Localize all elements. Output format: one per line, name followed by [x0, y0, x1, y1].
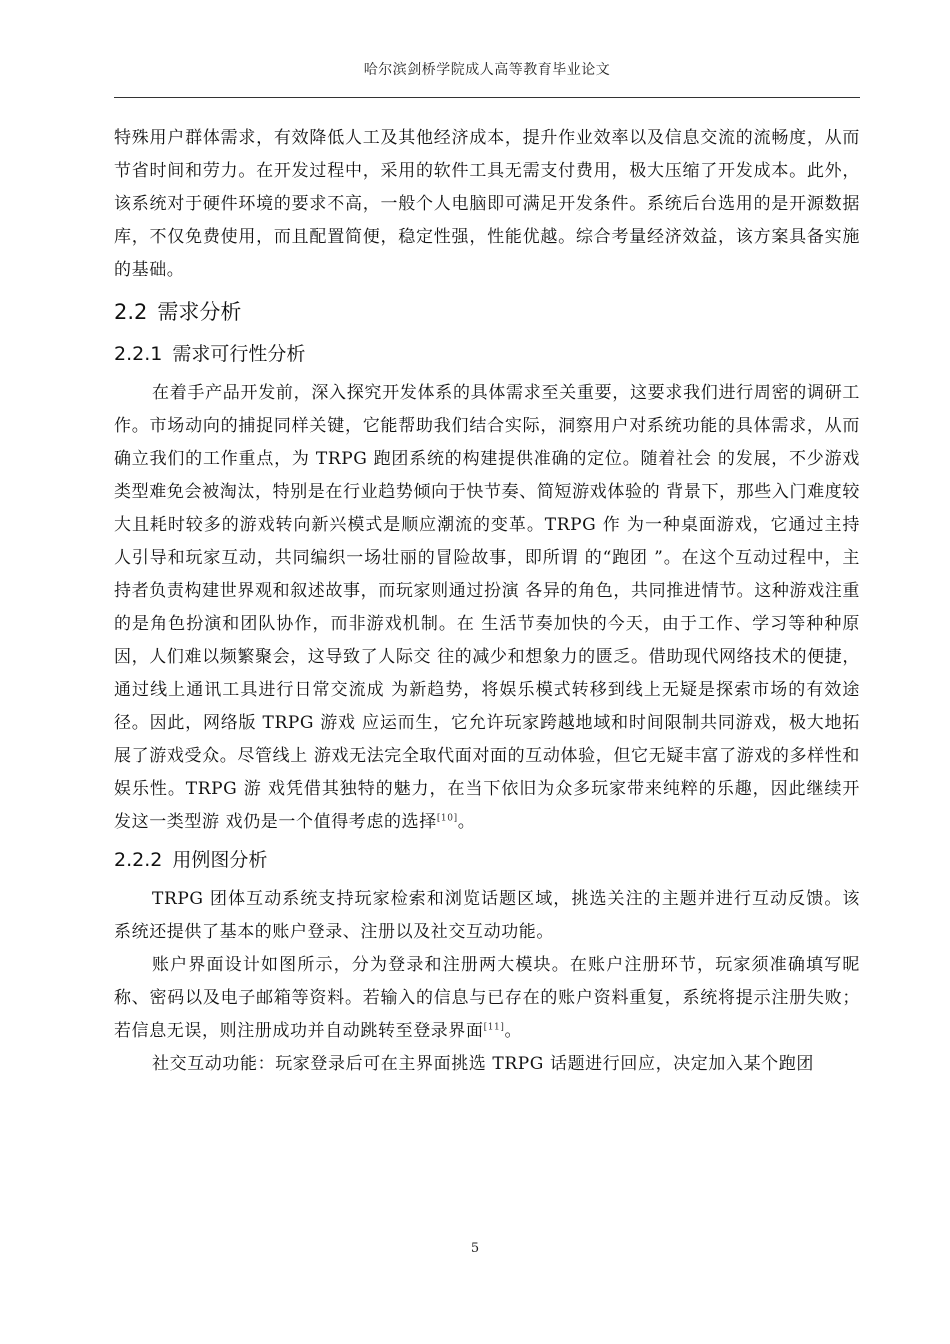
usecase-paragraph-2 — [114, 949, 860, 1048]
section-heading-2-2 — [114, 295, 860, 329]
feasibility-text: 在着手产品开发前，深入探究开发体系的具体需求至关重要，这要求我们进行周密的调研工作。市场动向的捕捉同样关键，它能帮助我们结合实际，洞察用户对系统功能的具体需求，从而确立我们的工作重点，为 TRPG 跑团系统的构建提供准确的定位。随着社会 的发展，不少游戏类型难免会被淘汰，特别是在行业趋势倾向于快节奏、简短游戏体验的 背景下，那些入门难度较大且耗时较多的游戏转向新兴模式是顺应潮流的变革。TRPG 作 为一种桌面游戏，它通过主持人引导和玩家互动，共同编织一场壮丽的冒险故事，即所谓 的“跑团 ”。在这个互动过程中，主持者负责构建世界观和叙述故事，而玩家则通过扮演 各异的角色，共同推进情节。这种游戏注重的是角色扮演和团队协作，而非游戏机制。在 生活节奏加快的今天，由于工作、学习等种种原因，人们难以频繁聚会，这导致了人际交 往的减少和想象力的匮乏。借助现代网络技术的便捷，通过线上通讯工具进行日常交流成 为新趋势，将娱乐模式转移到线上无疑是探索市场的有效途径。因此，网络版 TRPG 游戏 应运而生，它允许玩家跨越地域和时间限制共同游戏，极大地拓展了游戏受众。尽管线上 游戏无法完全取代面对面的互动体验，但它无疑丰富了游戏的多样性和娱乐性。TRPG 游 戏凭借其独特的魅力，在当下依旧为众多玩家带来纯粹的乐趣，因此继续开发这一类型游 戏仍是一个值得考虑的选择 — [114, 383, 860, 832]
page-number: 5 — [470, 1241, 480, 1256]
running-header: 哈尔滨剑桥学院成人高等教育毕业论文 — [363, 62, 611, 78]
page-body — [114, 122, 860, 1081]
section-number: 2.2 — [114, 300, 148, 324]
header-divider — [114, 97, 860, 98]
subsection-title: 需求可行性分析 — [172, 343, 306, 365]
subsection-title: 用例图分析 — [172, 849, 268, 871]
usecase-paragraph-3: 社交互动功能：玩家登录后可在主界面挑选 TRPG 话题进行回应，决定加入某个跑团 — [152, 1054, 814, 1074]
usecase-text-2: 账户界面设计如图所示，分为登录和注册两大模块。在账户注册环节，玩家须准确填写昵称、密码以及电子邮箱等资料。若输入的信息与已存在的账户资料重复，系统将提示注册失败；若信息无误，则注册成功并自动跳转至登录界面 — [114, 955, 860, 1041]
citation-10: [10] — [436, 813, 458, 824]
sentence-end: 。 — [457, 812, 476, 832]
subsection-heading-2-2-2 — [114, 843, 860, 877]
usecase-paragraph-1: TRPG 团体互动系统支持玩家检索和浏览话题区域，挑选关注的主题并进行互动反馈。该系统还提供了基本的账户登录、注册以及社交互动功能。 — [114, 889, 860, 942]
section-title: 需求分析 — [157, 300, 242, 324]
subsection-number: 2.2.2 — [114, 849, 163, 871]
subsection-number: 2.2.1 — [114, 343, 163, 365]
subsection-heading-2-2-1 — [114, 337, 860, 371]
intro-paragraph: 特殊用户群体需求，有效降低人工及其他经济成本，提升作业效率以及信息交流的流畅度，从而节省时间和劳力。在开发过程中，采用的软件工具无需支付费用，极大压缩了开发成本。此外，该系统对于硬件环境的要求不高，一般个人电脑即可满足开发条件。系统后台选用的是开源数据库，不仅免费使用，而且配置简便，稳定性强，性能优越。综合考量经济效益，该方案具备实施的基础。 — [114, 128, 860, 280]
feasibility-paragraph — [114, 377, 860, 839]
sentence-end: 。 — [504, 1021, 523, 1041]
citation-11: [11] — [483, 1022, 505, 1033]
